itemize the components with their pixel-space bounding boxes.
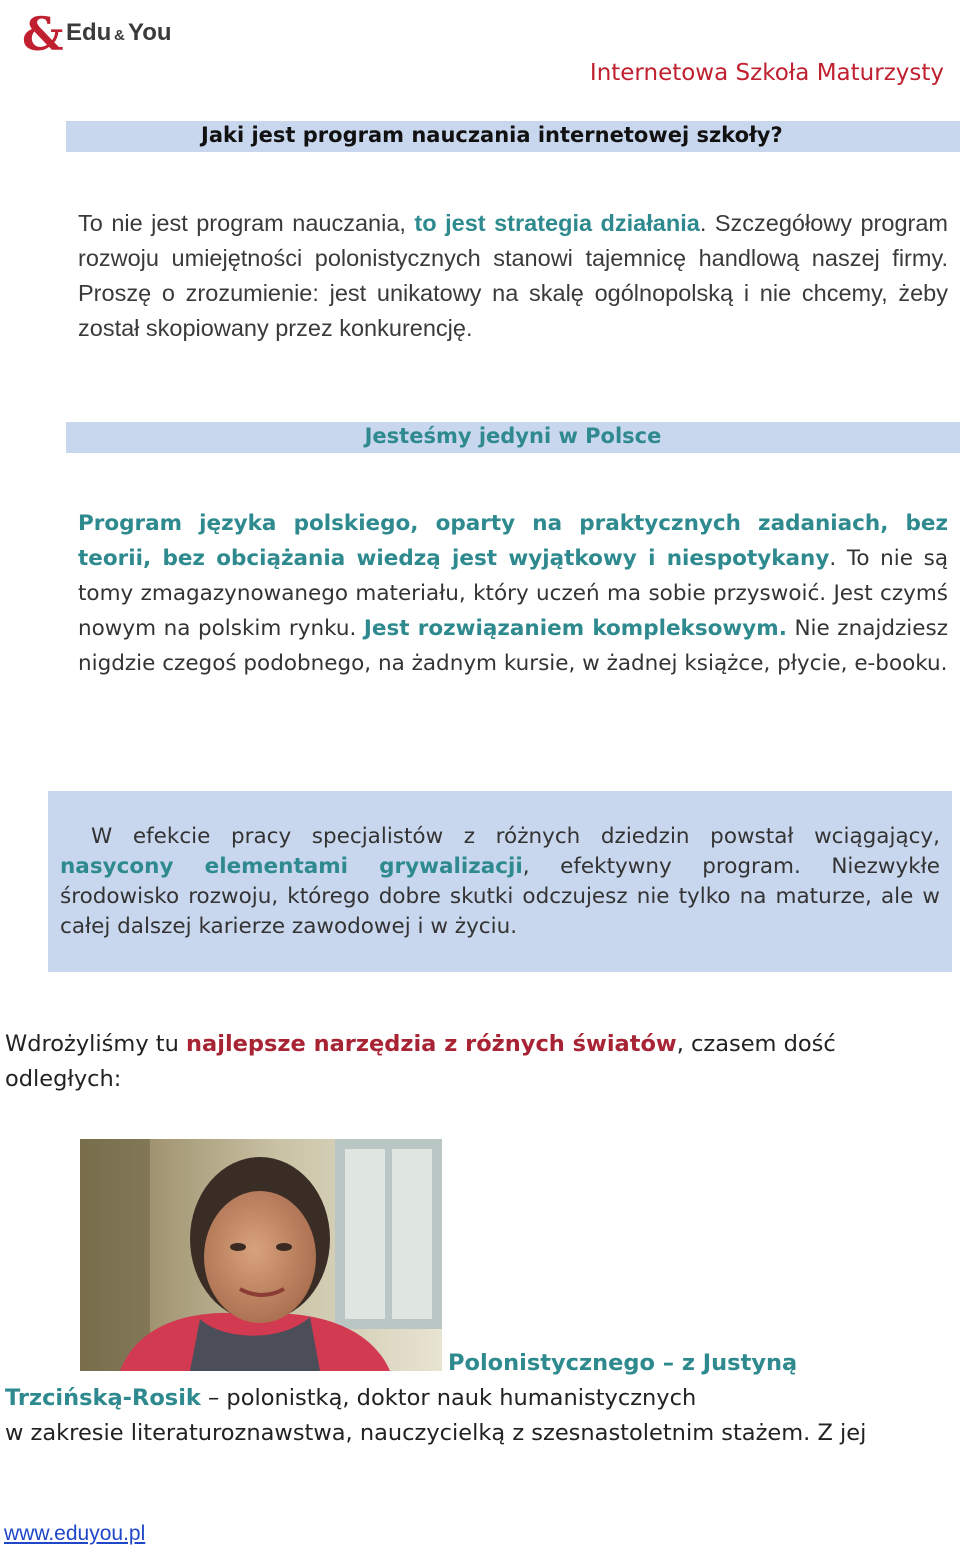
section-heading-bar [66, 422, 960, 453]
text-run: . Szczegółowy program rozwoju umiejętności polonistycznych stanowi tajemnicę handlową naszej firmy. Proszę o zrozumienie: jest unikatowy na skalę ogólnopolską i nie chcemy, żeby został skopiowany przez konkurencję. [78, 210, 948, 341]
svg-text:&: & [22, 8, 64, 54]
tools-paragraph [5, 1027, 955, 1097]
text-run: W efekcie pracy specjalistów z różnych dziedzin powstał wciągający, [91, 824, 940, 849]
unique-paragraph [78, 506, 948, 681]
text-run: Wdrożyliśmy tu [5, 1031, 187, 1057]
effect-paragraph [60, 822, 940, 942]
highlight-text: Jest rozwiązaniem kompleksowym. [363, 616, 787, 641]
intro-paragraph [78, 206, 948, 346]
highlight-text: najlepsze narzędzia z różnych światów [186, 1031, 677, 1057]
website-link[interactable]: www.eduyou.pl [4, 1522, 146, 1545]
portrait-image-icon [80, 1139, 442, 1371]
section-heading: Jaki jest program nauczania internetowej szkoły? [201, 123, 783, 147]
edu-you-logo-icon [22, 8, 172, 54]
text-run: , efektywny program. Niezwykłe środowisko rozwoju, którego dobre skutki odczujesz nie tylko na maturze, ale w całej dalszej karierze zawodowej i w życiu. [60, 854, 940, 939]
svg-text:&: & [114, 27, 125, 44]
text-run: w zakresie literaturoznawstwa, nauczycielką z szesnastoletnim stażem. Z jej [5, 1420, 867, 1446]
text-run: – polonistką, doktor nauk humanistycznych [200, 1385, 697, 1411]
svg-text:You: You [128, 19, 172, 46]
highlight-text: Program języka polskiego, oparty na praktycznych zadaniach, bez teorii, bez obciążania wiedzą jest wyjątkowy i niespotykany [78, 511, 948, 571]
highlight-text: nasycony elementami grywalizacji [60, 854, 523, 879]
school-name: Internetowa Szkoła Maturzysty [589, 60, 944, 86]
text-run: , czasem dość odległych: [5, 1031, 836, 1092]
section-heading-bar [66, 121, 960, 152]
teacher-photo [80, 1139, 442, 1371]
text-run: . To nie są tomy zmagazynowanego materiału, który uczeń ma sobie przyswoić. Jest czymś nowym na polskim rynku. [78, 546, 948, 641]
logo [22, 8, 172, 54]
teacher-name: Trzcińską-Rosik [5, 1385, 201, 1411]
section-heading: Jesteśmy jedyni w Polsce [364, 424, 662, 448]
teacher-paragraph [5, 1381, 955, 1451]
photo-caption: Polonistycznego – z Justyną [448, 1350, 798, 1376]
highlight-text: to jest strategia działania [414, 210, 700, 236]
svg-text:Edu: Edu [66, 19, 112, 46]
text-run: Nie znajdziesz nigdzie czegoś podobnego, na żadnym kursie, w żadnej książce, płycie, e-booku. [78, 616, 948, 676]
text-run: To nie jest program nauczania, [78, 210, 415, 236]
